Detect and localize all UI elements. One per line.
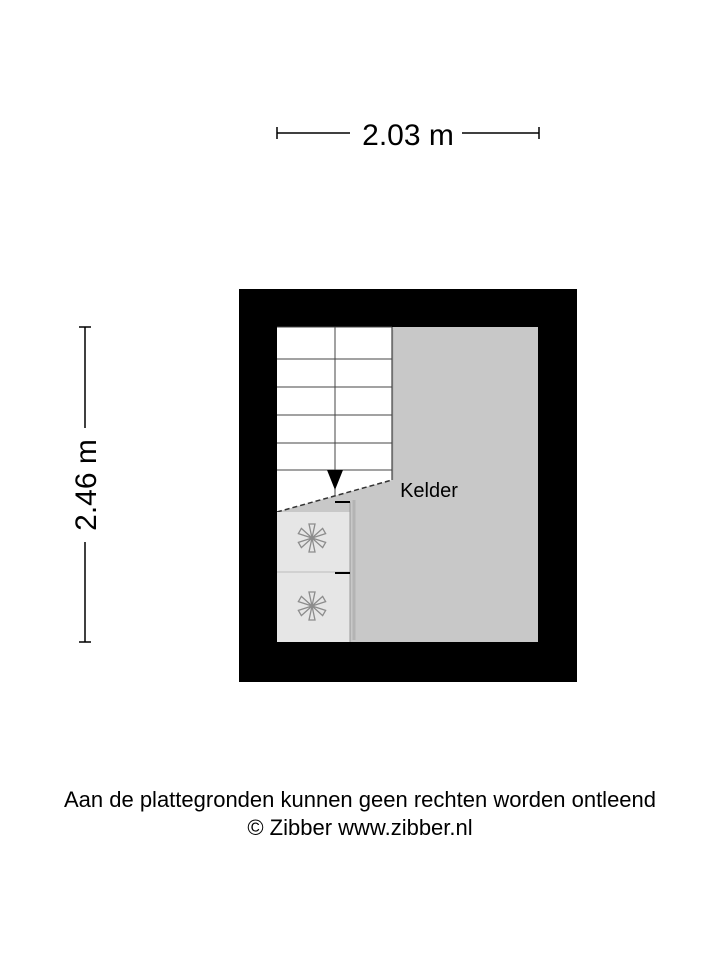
height-dimension-label: 2.46 m xyxy=(70,439,103,531)
height-dimension xyxy=(70,327,103,642)
room-label-kelder: Kelder xyxy=(400,480,458,502)
width-dimension xyxy=(277,119,539,152)
stairs xyxy=(277,327,392,512)
disclaimer-text: Aan de plattegronden kunnen geen rechten worden ontleend xyxy=(63,787,657,812)
width-dimension-label: 2.03 m xyxy=(362,119,454,152)
installation-area xyxy=(277,502,350,642)
copyright-text: © Zibber www.zibber.nl xyxy=(247,815,473,840)
